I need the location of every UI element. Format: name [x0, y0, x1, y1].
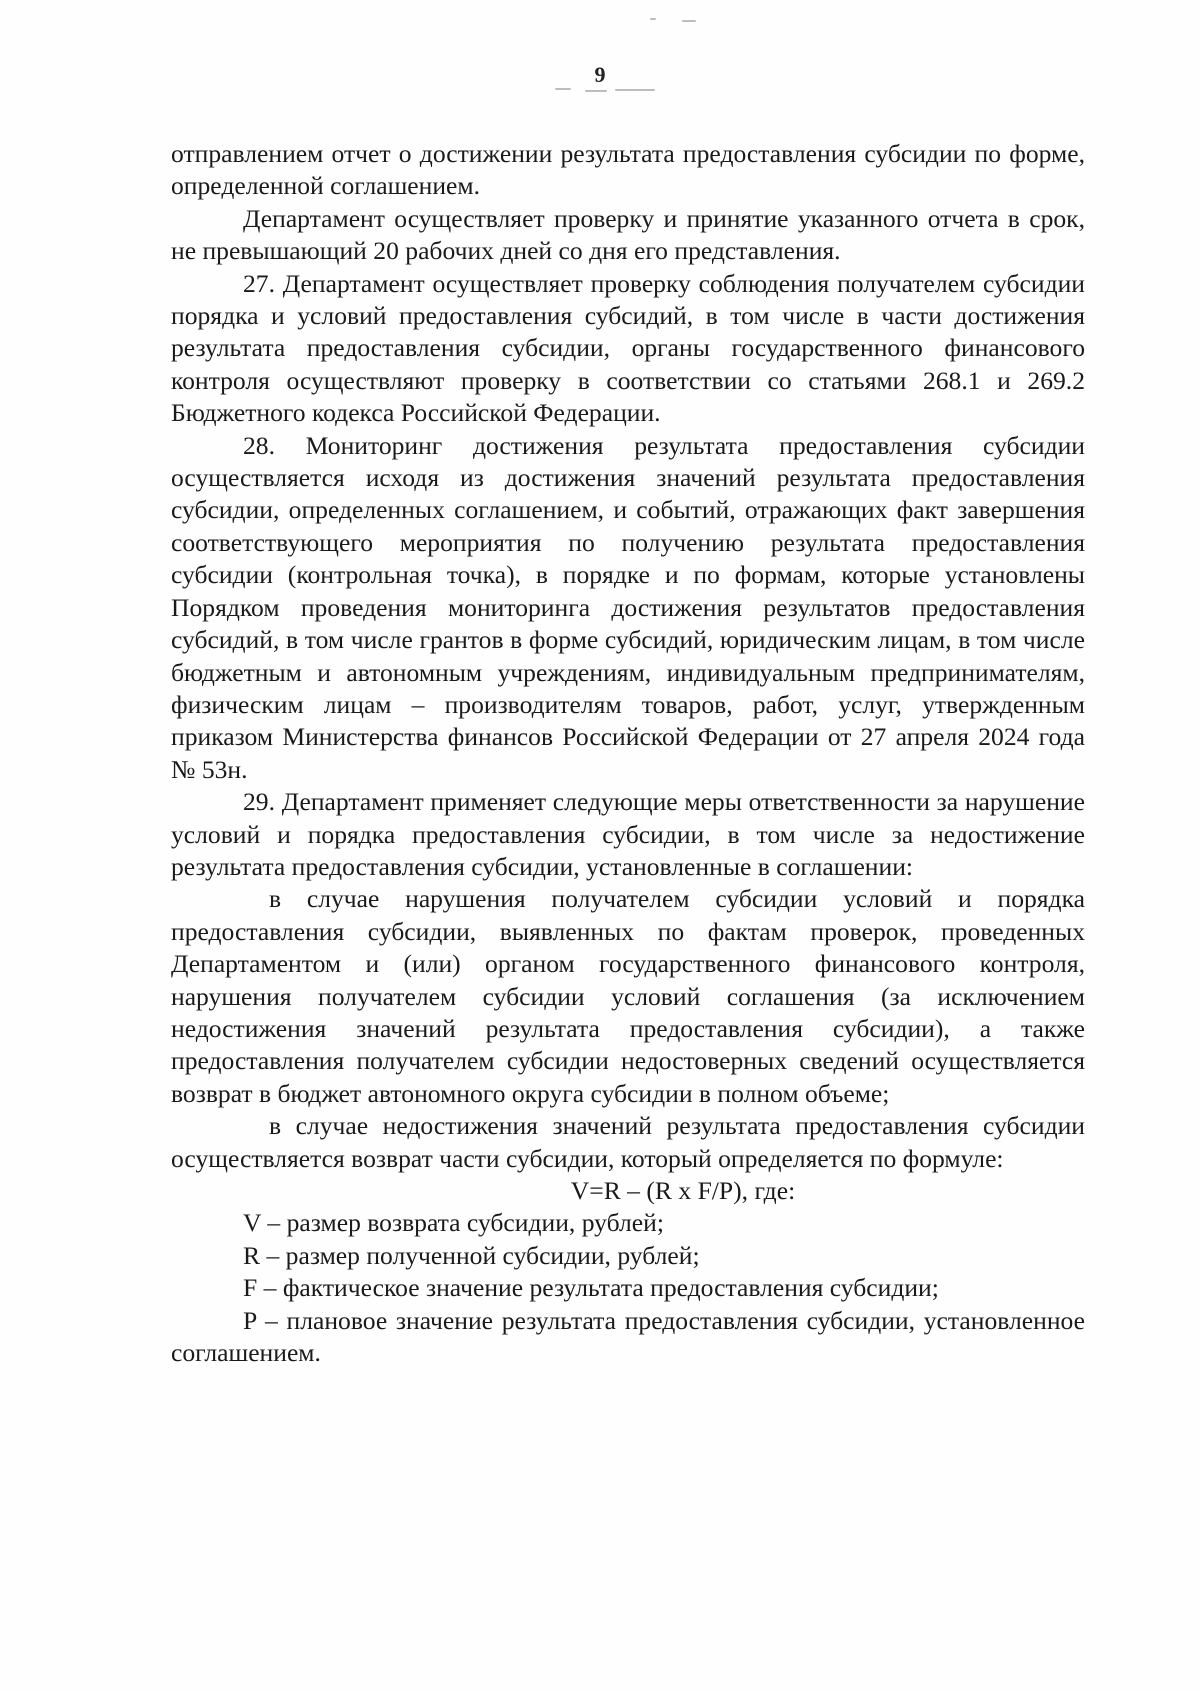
paragraph-subclause: в случае недостижения значений результата предоставления субсидии осуществляется возврат части субсидии, который определяется по формуле: — [171, 1111, 1085, 1173]
scan-artifact — [650, 18, 656, 20]
formula: V=R – (R x F/P), где: — [570, 1176, 796, 1205]
scan-artifact — [682, 20, 696, 22]
definition-v: V – размер возврата субсидии, рублей; — [243, 1208, 664, 1238]
paragraph-subclause: в случае нарушения получателем субсидии условий и порядка предоставления субсидии, выявленных по фактам проверок, проведенных Департаментом и (или) органом государственного финансового контроля, нарушения получателем субсидии условий соглашения (за исключением недостижения значений результата предоставления субсидии), а также предоставления получателем субсидии недостоверных сведений осуществляется возврат в бюджет автономного округа субсидии в полном объеме; — [171, 884, 1085, 1108]
paragraph-item-29: 29. Департамент применяет следующие меры ответственности за нарушение условий и порядка предоставления субсидии, в том числе за недостижение результата предоставления субсидии, установленные в соглашении: — [171, 787, 1085, 881]
paragraph-item-28: 28. Мониторинг достижения результата предоставления субсидии осуществляется исходя из достижения значений результата предоставления субсидии, определенных соглашением, и событий, отражающих факт завершения соответствующего мероприятия по получению результата предоставления субсидии (контрольная точка), в порядке и по формам, которые установлены Порядком проведения мониторинга достижения результатов предоставления субсидий, в том числе грантов в форме субсидий, юридическим лицам, в том числе бюджетным и автономным учреждениям, индивидуальным предпринимателям, физическим лицам – производителям товаров, работ, услуг, утвержденным приказом Министерства финансов Российской Федерации от 27 апреля 2024 года № 53н. — [171, 430, 1085, 784]
scan-artifact — [555, 88, 571, 90]
document-body — [171, 138, 1085, 1369]
paragraph: отправлением отчет о достижении результата предоставления субсидии по форме, определенной соглашением. — [171, 139, 1085, 201]
paragraph-item-27: 27. Департамент осуществляет проверку соблюдения получателем субсидии порядка и условий предоставления субсидий, в том числе в части достижения результата предоставления субсидии, органы государственного финансового контроля осуществляют проверку в соответствии со статьями 268.1 и 269.2 Бюджетного кодекса Российской Федерации. — [171, 268, 1085, 428]
definition-f: F – фактическое значение результата предоставления субсидии; — [243, 1273, 939, 1303]
scan-artifact — [585, 90, 607, 92]
page-number: 9 — [594, 62, 606, 87]
scan-artifact — [615, 89, 655, 91]
paragraph: Департамент осуществляет проверку и принятие указанного отчета в срок, не превышающий 20 рабочих дней со дня его представления. — [171, 203, 1085, 266]
definition-p: P – плановое значение результата предоставления субсидии, установленное соглашением. — [171, 1305, 1085, 1368]
definition-r: R – размер полученной субсидии, рублей; — [243, 1240, 700, 1270]
